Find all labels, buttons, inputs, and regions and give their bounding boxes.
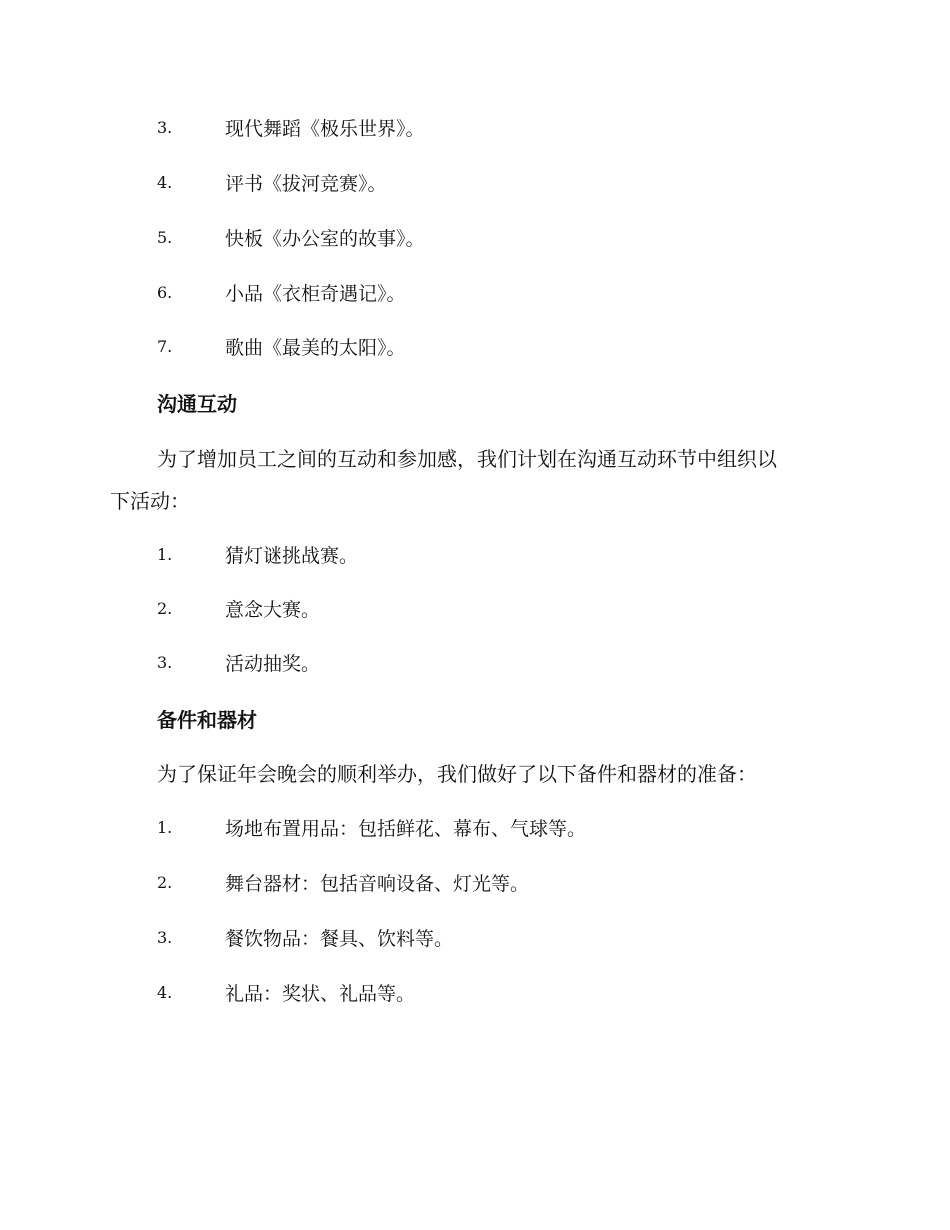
paragraph-interaction-line2: 下活动： [110, 489, 190, 513]
list-text: 歌曲《最美的太阳》。 [225, 336, 406, 359]
list-number: 5. [157, 227, 173, 247]
section-heading-interaction: 沟通互动 [157, 392, 237, 416]
list-item [157, 277, 406, 307]
list-item [157, 222, 425, 252]
list-number: 2. [157, 598, 173, 618]
paragraph-equipment: 为了保证年会晚会的顺利举办，我们做好了以下备件和器材的准备： [157, 762, 757, 786]
list-item [157, 331, 406, 361]
list-text: 现代舞蹈《极乐世界》。 [225, 117, 425, 140]
list-text: 快板《办公室的故事》。 [225, 227, 425, 250]
list-text: 评书《拔河竞赛》。 [225, 172, 387, 195]
list-item [157, 977, 415, 1007]
list-number: 1. [157, 544, 173, 564]
list-number: 1. [157, 817, 173, 837]
list-item [157, 593, 320, 623]
list-number: 4. [157, 982, 173, 1002]
list-text: 小品《衣柜奇遇记》。 [225, 282, 406, 305]
list-text: 意念大赛。 [225, 598, 321, 621]
section-heading-equipment: 备件和器材 [157, 708, 257, 732]
list-text: 礼品：奖状、礼品等。 [225, 982, 416, 1005]
list-text: 活动抽奖。 [225, 652, 321, 675]
list-number: 3. [157, 117, 173, 137]
list-item [157, 167, 387, 197]
list-item [157, 867, 529, 897]
list-item [157, 539, 358, 569]
list-text: 舞台器材：包括音响设备、灯光等。 [225, 872, 530, 895]
list-number: 3. [157, 652, 173, 672]
list-number: 4. [157, 172, 173, 192]
list-number: 2. [157, 872, 173, 892]
list-text: 场地布置用品：包括鲜花、幕布、气球等。 [225, 817, 587, 840]
list-text: 餐饮物品：餐具、饮料等。 [225, 927, 454, 950]
list-text: 猜灯谜挑战赛。 [225, 544, 359, 567]
list-item [157, 922, 453, 952]
list-number: 6. [157, 282, 173, 302]
list-number: 3. [157, 927, 173, 947]
list-number: 7. [157, 336, 173, 356]
list-item [157, 112, 425, 142]
paragraph-interaction-line1: 为了增加员工之间的互动和参加感，我们计划在沟通互动环节中组织以 [157, 447, 777, 471]
list-item [157, 647, 320, 677]
list-item [157, 812, 586, 842]
